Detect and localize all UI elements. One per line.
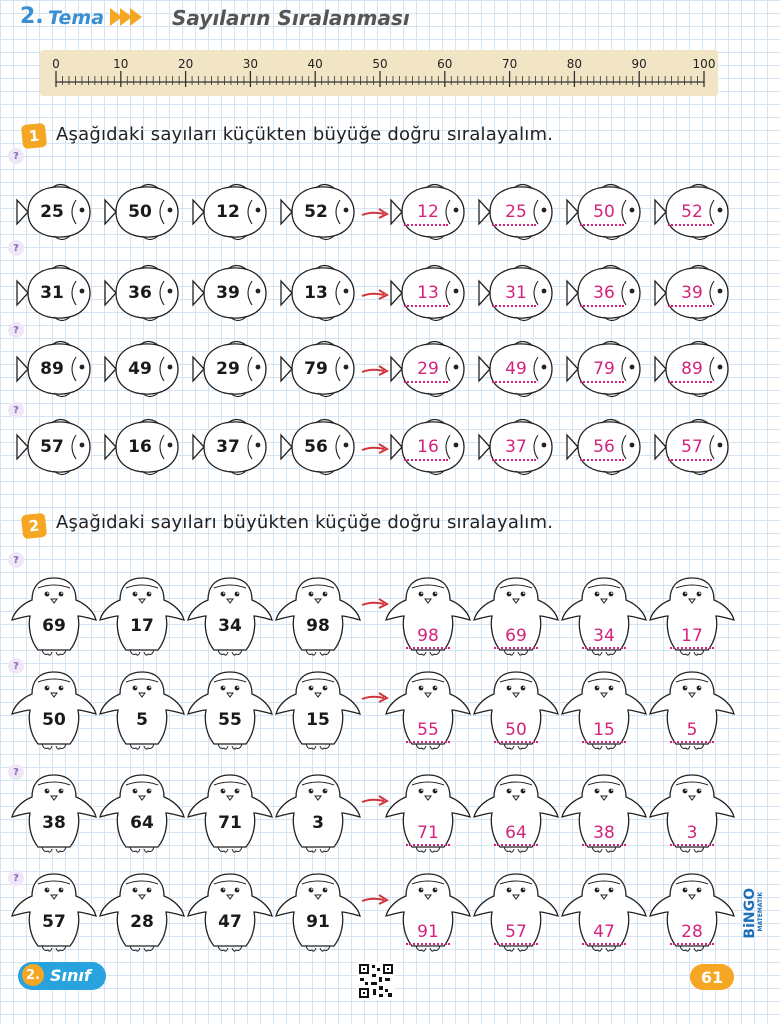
number-ruler bbox=[40, 50, 718, 96]
hint-icon[interactable]: ? bbox=[8, 402, 24, 418]
answer-dotted-line bbox=[404, 381, 448, 383]
answer-fish-card[interactable] bbox=[652, 261, 732, 325]
given-number: 17 bbox=[130, 616, 154, 636]
given-number: 13 bbox=[304, 283, 328, 303]
answer-peng-card[interactable] bbox=[382, 664, 474, 756]
hint-icon[interactable]: ? bbox=[8, 658, 24, 674]
given-number: 98 bbox=[306, 616, 330, 636]
given-peng-card bbox=[272, 570, 364, 662]
given-fish-card bbox=[278, 261, 358, 325]
answer-fish-card[interactable] bbox=[652, 337, 732, 401]
page-title: Sayıların Sıralanması bbox=[172, 6, 410, 30]
answer-number: 56 bbox=[593, 437, 615, 457]
ruler-label: 40 bbox=[307, 57, 323, 71]
given-peng-card bbox=[184, 866, 276, 958]
answer-dotted-line bbox=[580, 459, 624, 461]
arrow-right-icon bbox=[360, 364, 390, 378]
answer-dotted-line bbox=[580, 224, 624, 226]
unit-word: Tema bbox=[48, 7, 105, 29]
answer-number: 89 bbox=[681, 359, 703, 379]
given-number: 50 bbox=[42, 710, 66, 730]
answer-number: 31 bbox=[505, 283, 527, 303]
answer-dotted-line bbox=[582, 741, 626, 743]
answer-number: 12 bbox=[417, 202, 439, 222]
arrow-right-icon bbox=[360, 892, 390, 911]
given-number: 16 bbox=[128, 437, 152, 457]
page-number: 61 bbox=[690, 964, 734, 990]
ruler-label: 50 bbox=[372, 57, 388, 71]
given-peng-card bbox=[96, 664, 188, 756]
answer-dotted-line bbox=[668, 459, 712, 461]
given-number: 37 bbox=[216, 437, 240, 457]
answer-dotted-line bbox=[492, 224, 536, 226]
given-fish-card bbox=[278, 180, 358, 244]
given-number: 15 bbox=[306, 710, 330, 730]
given-number: 5 bbox=[136, 710, 148, 730]
answer-dotted-line bbox=[404, 305, 448, 307]
answer-fish-card[interactable] bbox=[388, 337, 468, 401]
given-peng-card bbox=[96, 570, 188, 662]
arrow-right-icon bbox=[360, 207, 390, 221]
answer-fish-card[interactable] bbox=[564, 415, 644, 479]
given-fish-card bbox=[190, 180, 270, 244]
arrow-right-icon bbox=[360, 363, 390, 382]
answer-peng-card[interactable] bbox=[382, 767, 474, 859]
answer-dotted-line bbox=[406, 647, 450, 649]
ruler-label: 100 bbox=[692, 57, 716, 71]
answer-number: 5 bbox=[686, 720, 698, 740]
answer-fish-card[interactable] bbox=[388, 180, 468, 244]
chevrons-icon bbox=[110, 8, 140, 26]
answer-number: 16 bbox=[417, 437, 439, 457]
answer-dotted-line bbox=[582, 647, 626, 649]
given-peng-card bbox=[272, 664, 364, 756]
answer-peng-card[interactable] bbox=[470, 866, 562, 958]
answer-number: 50 bbox=[505, 720, 527, 740]
answer-dotted-line bbox=[670, 844, 714, 846]
answer-dotted-line bbox=[494, 943, 538, 945]
given-peng-card bbox=[8, 767, 100, 859]
given-peng-card bbox=[272, 767, 364, 859]
answer-fish-card[interactable] bbox=[476, 180, 556, 244]
given-number: 12 bbox=[216, 202, 240, 222]
answer-dotted-line bbox=[668, 381, 712, 383]
answer-dotted-line bbox=[406, 741, 450, 743]
answer-dotted-line bbox=[494, 844, 538, 846]
answer-peng-card[interactable] bbox=[558, 664, 650, 756]
ruler-label: 30 bbox=[242, 57, 259, 71]
given-fish-card bbox=[14, 415, 94, 479]
question-1-text: Aşağıdaki sayıları küçükten büyüğe doğru sıralayalım. bbox=[56, 124, 554, 145]
answer-dotted-line bbox=[670, 741, 714, 743]
given-fish-card bbox=[102, 337, 182, 401]
answer-number: 25 bbox=[505, 202, 527, 222]
given-fish-card bbox=[278, 337, 358, 401]
ruler-label: 10 bbox=[113, 57, 129, 71]
answer-fish-card[interactable] bbox=[476, 261, 556, 325]
arrow-right-icon bbox=[360, 690, 390, 709]
question-2-text: Aşağıdaki sayıları büyükten küçüğe doğru sıralayalım. bbox=[56, 512, 554, 533]
answer-dotted-line bbox=[492, 381, 536, 383]
answer-fish-card[interactable] bbox=[652, 415, 732, 479]
arrow-right-icon bbox=[360, 597, 390, 611]
answer-dotted-line bbox=[494, 647, 538, 649]
answer-number: 17 bbox=[681, 626, 703, 646]
ruler-label: 60 bbox=[437, 57, 453, 71]
answer-peng-card[interactable] bbox=[470, 767, 562, 859]
answer-dotted-line bbox=[668, 224, 712, 226]
given-number: 64 bbox=[130, 813, 154, 833]
answer-dotted-line bbox=[668, 305, 712, 307]
grade-badge bbox=[18, 962, 106, 990]
given-number: 28 bbox=[130, 912, 154, 932]
answer-peng-card[interactable] bbox=[646, 767, 738, 859]
given-number: 3 bbox=[312, 813, 324, 833]
answer-number: 98 bbox=[417, 626, 439, 646]
arrow-right-icon bbox=[360, 793, 390, 812]
given-peng-card bbox=[8, 664, 100, 756]
answer-dotted-line bbox=[404, 224, 448, 226]
given-number: 34 bbox=[218, 616, 242, 636]
ruler-label: 70 bbox=[501, 57, 518, 71]
hint-icon[interactable]: ? bbox=[8, 764, 24, 780]
answer-number: 64 bbox=[505, 823, 527, 843]
given-peng-card bbox=[184, 570, 276, 662]
answer-number: 52 bbox=[681, 202, 703, 222]
given-number: 31 bbox=[40, 283, 64, 303]
unit-number: 2. bbox=[20, 4, 44, 29]
given-number: 56 bbox=[304, 437, 328, 457]
answer-number: 69 bbox=[505, 626, 527, 646]
answer-number: 57 bbox=[505, 922, 527, 942]
answer-peng-card[interactable] bbox=[558, 866, 650, 958]
answer-dotted-line bbox=[492, 459, 536, 461]
hint-icon[interactable]: ? bbox=[8, 870, 24, 886]
given-number: 39 bbox=[216, 283, 240, 303]
given-fish-card bbox=[102, 261, 182, 325]
answer-number: 15 bbox=[593, 720, 615, 740]
ruler-label: 0 bbox=[52, 57, 60, 71]
answer-number: 47 bbox=[593, 922, 615, 942]
given-fish-card bbox=[14, 261, 94, 325]
given-number: 36 bbox=[128, 283, 152, 303]
answer-number: 71 bbox=[417, 823, 439, 843]
answer-dotted-line bbox=[404, 459, 448, 461]
answer-dotted-line bbox=[494, 741, 538, 743]
given-number: 57 bbox=[40, 437, 64, 457]
given-number: 57 bbox=[42, 912, 66, 932]
ruler-label: 90 bbox=[631, 57, 647, 71]
arrow-right-icon bbox=[360, 441, 390, 460]
answer-number: 34 bbox=[593, 626, 615, 646]
answer-dotted-line bbox=[580, 305, 624, 307]
given-peng-card bbox=[184, 664, 276, 756]
given-number: 38 bbox=[42, 813, 66, 833]
given-fish-card bbox=[102, 415, 182, 479]
answer-dotted-line bbox=[406, 844, 450, 846]
answer-number: 29 bbox=[417, 359, 439, 379]
answer-fish-card[interactable] bbox=[476, 415, 556, 479]
arrow-right-icon bbox=[360, 893, 390, 907]
answer-number: 36 bbox=[593, 283, 615, 303]
answer-peng-card[interactable] bbox=[646, 570, 738, 662]
given-fish-card bbox=[14, 337, 94, 401]
ruler-scale bbox=[40, 50, 718, 96]
answer-number: 79 bbox=[593, 359, 615, 379]
qr-code-icon[interactable] bbox=[357, 962, 395, 1000]
brand-logo: BiNGO MATEMATİK bbox=[742, 888, 764, 939]
answer-fish-card[interactable] bbox=[564, 337, 644, 401]
given-peng-card bbox=[8, 570, 100, 662]
answer-number: 38 bbox=[593, 823, 615, 843]
given-fish-card bbox=[278, 415, 358, 479]
hint-icon[interactable]: ? bbox=[8, 148, 24, 164]
answer-fish-card[interactable] bbox=[476, 337, 556, 401]
given-number: 29 bbox=[216, 359, 240, 379]
arrow-right-icon bbox=[360, 287, 390, 306]
given-number: 79 bbox=[304, 359, 328, 379]
given-number: 25 bbox=[40, 202, 64, 222]
answer-dotted-line bbox=[582, 844, 626, 846]
answer-dotted-line bbox=[582, 943, 626, 945]
given-number: 89 bbox=[40, 359, 64, 379]
given-peng-card bbox=[96, 866, 188, 958]
answer-peng-card[interactable] bbox=[646, 664, 738, 756]
given-peng-card bbox=[96, 767, 188, 859]
hint-icon[interactable]: ? bbox=[8, 552, 24, 568]
answer-peng-card[interactable] bbox=[470, 570, 562, 662]
given-number: 47 bbox=[218, 912, 242, 932]
arrow-right-icon bbox=[360, 691, 390, 705]
answer-number: 37 bbox=[505, 437, 527, 457]
given-peng-card bbox=[272, 866, 364, 958]
answer-peng-card[interactable] bbox=[382, 866, 474, 958]
question-2-badge: 2 bbox=[21, 513, 47, 539]
arrow-right-icon bbox=[360, 596, 390, 615]
hint-icon[interactable]: ? bbox=[8, 240, 24, 256]
hint-icon[interactable]: ? bbox=[8, 322, 24, 338]
answer-dotted-line bbox=[580, 381, 624, 383]
answer-dotted-line bbox=[670, 943, 714, 945]
answer-number: 3 bbox=[686, 823, 698, 843]
answer-peng-card[interactable] bbox=[646, 866, 738, 958]
answer-peng-card[interactable] bbox=[470, 664, 562, 756]
answer-peng-card[interactable] bbox=[558, 767, 650, 859]
answer-number: 91 bbox=[417, 922, 439, 942]
answer-number: 39 bbox=[681, 283, 703, 303]
answer-peng-card[interactable] bbox=[558, 570, 650, 662]
answer-number: 57 bbox=[681, 437, 703, 457]
answer-fish-card[interactable] bbox=[564, 180, 644, 244]
answer-number: 55 bbox=[417, 720, 439, 740]
arrow-right-icon bbox=[360, 794, 390, 808]
answer-number: 28 bbox=[681, 922, 703, 942]
answer-fish-card[interactable] bbox=[564, 261, 644, 325]
given-number: 69 bbox=[42, 616, 66, 636]
given-number: 91 bbox=[306, 912, 330, 932]
answer-dotted-line bbox=[670, 647, 714, 649]
question-1-badge: 1 bbox=[21, 123, 47, 149]
grade-word: Sınıf bbox=[50, 966, 91, 985]
ruler-label: 20 bbox=[177, 57, 194, 71]
answer-peng-card[interactable] bbox=[382, 570, 474, 662]
answer-number: 49 bbox=[505, 359, 527, 379]
grade-number: 2. bbox=[22, 964, 44, 986]
answer-fish-card[interactable] bbox=[652, 180, 732, 244]
given-number: 50 bbox=[128, 202, 152, 222]
given-number: 52 bbox=[304, 202, 328, 222]
arrow-right-icon bbox=[360, 442, 390, 456]
answer-fish-card[interactable] bbox=[388, 415, 468, 479]
answer-dotted-line bbox=[406, 943, 450, 945]
answer-number: 13 bbox=[417, 283, 439, 303]
given-peng-card bbox=[184, 767, 276, 859]
ruler-label: 80 bbox=[566, 57, 583, 71]
given-fish-card bbox=[190, 337, 270, 401]
arrow-right-icon bbox=[360, 288, 390, 302]
answer-number: 50 bbox=[593, 202, 615, 222]
answer-dotted-line bbox=[492, 305, 536, 307]
given-fish-card bbox=[102, 180, 182, 244]
given-number: 55 bbox=[218, 710, 242, 730]
given-number: 71 bbox=[218, 813, 242, 833]
given-number: 49 bbox=[128, 359, 152, 379]
arrow-right-icon bbox=[360, 206, 390, 225]
answer-fish-card[interactable] bbox=[388, 261, 468, 325]
given-fish-card bbox=[190, 261, 270, 325]
given-fish-card bbox=[190, 415, 270, 479]
given-fish-card bbox=[14, 180, 94, 244]
